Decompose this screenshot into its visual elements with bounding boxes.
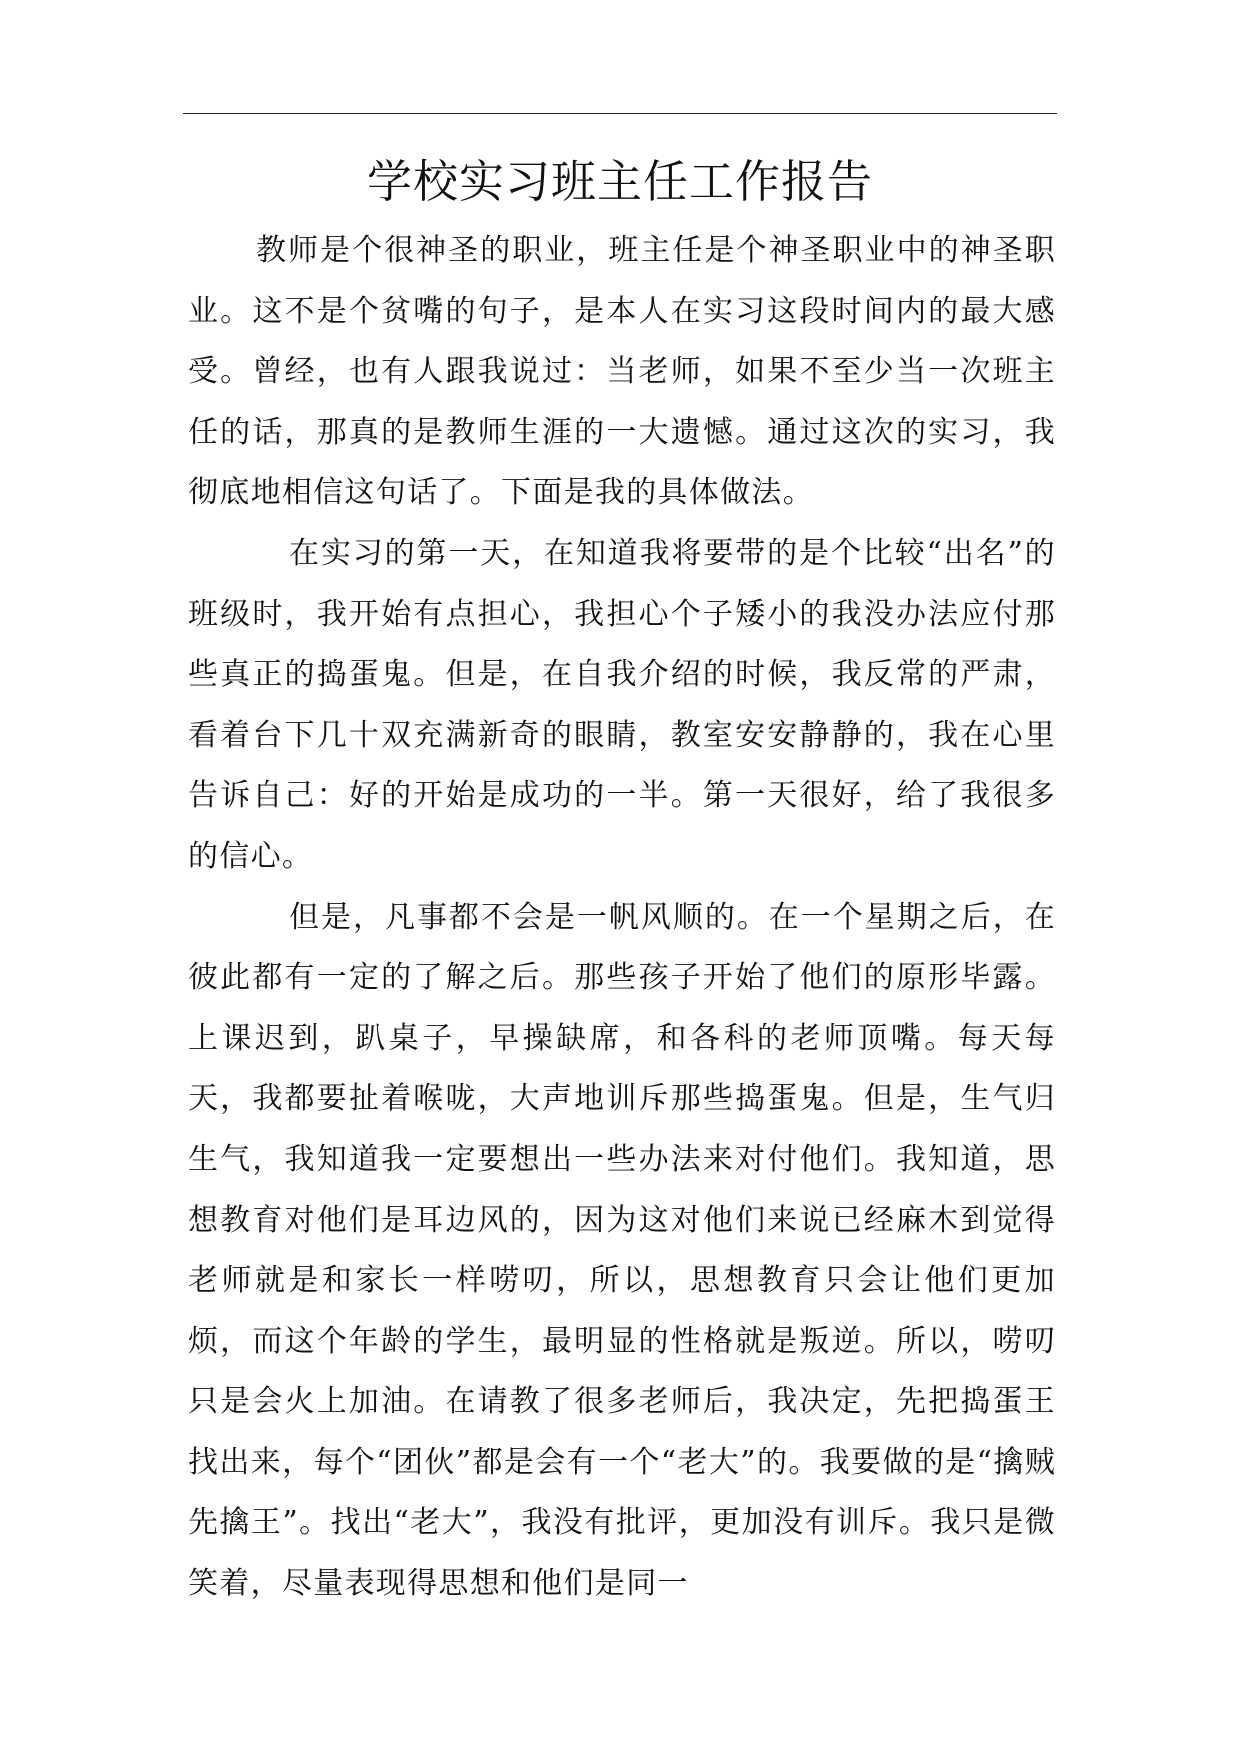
header-rule [183, 113, 1057, 114]
document-title: 学校实习班主任工作报告 [366, 155, 873, 208]
paragraph-1: 教师是个很神圣的职业，班主任是个神圣职业中的神圣职业。这不是个贫嘴的句子，是本人在实习这段时间内的最大感受。曾经，也有人跟我说过：当老师，如果不至少当一次班主任的话，那真的是教师生涯的一大遗憾。通过这次的实习，我彻底地相信这句话了。下面是我的具体做法。 [188, 233, 1056, 511]
document-body [188, 221, 1056, 1615]
paragraph-2: 在实习的第一天，在知道我将要带的是个比较“出名”的班级时，我开始有点担心，我担心个子矮小的我没办法应付那些真正的捣蛋鬼。但是，在自我介绍的时候，我反常的严肃，看着台下几十双充满新奇的眼睛，教室安安静静的，我在心里告诉自己：好的开始是成功的一半。第一天很好，给了我很多的信心。 [188, 535, 1056, 874]
paragraph-3: 但是，凡事都不会是一帆风顺的。在一个星期之后，在彼此都有一定的了解之后。那些孩子开始了他们的原形毕露。上课迟到，趴桌子，早操缺席，和各科的老师顶嘴。每天每天，我都要扯着喉咙，大声地训斥那些捣蛋鬼。但是，生气归生气，我知道我一定要想出一些办法来对付他们。我知道，思想教育对他们是耳边风的，因为这对他们来说已经麻木到觉得老师就是和家长一样唠叨，所以，思想教育只会让他们更加烦，而这个年龄的学生，最明显的性格就是叛逆。所以，唠叨只是会火上加油。在请教了很多老师后，我决定，先把捣蛋王找出来，每个“团伙”都是会有一个“老大”的。我要做的是“擒贼先擒王”。找出“老大”，我没有批评，更加没有训斥。我只是微笑着，尽量表现得思想和他们是同一 [188, 899, 1056, 1602]
